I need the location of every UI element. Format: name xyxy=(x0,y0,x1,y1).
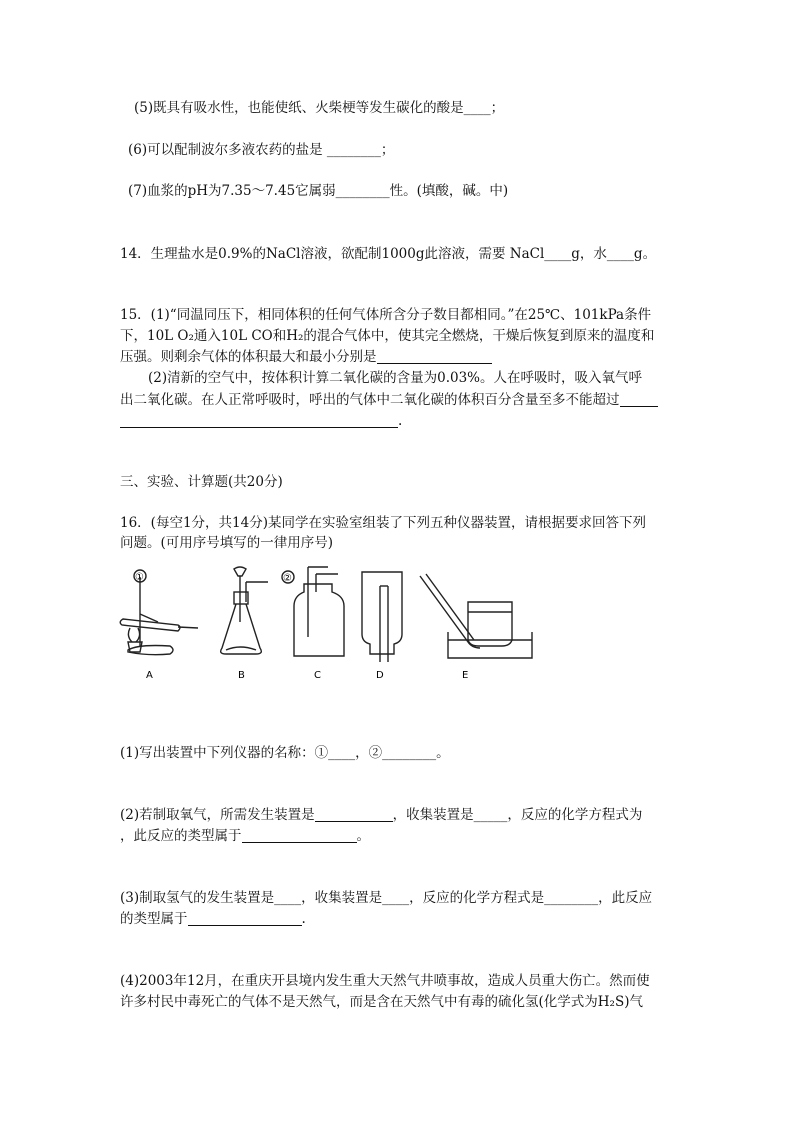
apparatus-figure xyxy=(118,562,538,682)
answer-blank[interactable] xyxy=(620,392,658,407)
q13-part7: (7)血浆的pH为7.35～7.45它属弱________性。(填酸，碱。中) xyxy=(128,183,509,199)
question-16-line2: 问题。(可用序号填写的一律用序号) xyxy=(120,535,334,551)
question-14: 14．生理盐水是0.9%的NaCl溶液，欲配制1000g此溶液，需要 NaCl____g，水____g。 xyxy=(120,246,657,262)
question-16-1: (1)写出装置中下列仪器的名称：①____，②________。 xyxy=(120,745,450,761)
question-15-2-line2 xyxy=(120,390,658,410)
answer-blank[interactable] xyxy=(120,413,398,428)
question-16-2-text2: ，此反应的类型属于 xyxy=(120,828,242,844)
section-3-heading: 三、实验、计算题(共20分) xyxy=(120,474,283,490)
period: . xyxy=(301,911,306,927)
q13-part6: (6)可以配制波尔多液农药的盐是 ________； xyxy=(128,142,395,158)
question-15-1-line3 xyxy=(120,347,492,367)
figure-label-e: E xyxy=(462,670,469,681)
figure-label-a: A xyxy=(146,670,153,681)
answer-blank[interactable] xyxy=(377,349,492,364)
question-16-3-line2 xyxy=(120,909,306,929)
question-16-4-line1: (4)2003年12月，在重庆开县境内发生重大天然气井喷事故，造成人员重大伤亡。然而使 xyxy=(120,973,650,989)
question-16-line1: 16．(每空1分，共14分)某同学在实验室组装了下列五种仪器装置，请根据要求回答下列 xyxy=(120,515,646,531)
question-15-2-line3 xyxy=(120,411,402,431)
period: 。 xyxy=(356,828,370,844)
answer-blank[interactable] xyxy=(242,828,357,843)
question-16-4-line2: 许多村民中毒死亡的气体不是天然气，而是含在天然气中有毒的硫化氢(化学式为H₂S)气 xyxy=(120,994,643,1010)
figure-label-c: C xyxy=(314,670,321,681)
answer-blank[interactable] xyxy=(315,807,393,822)
question-15-1-line2: 下，10L O₂通入10L CO和H₂的混合气体中，使其完全燃烧，干燥后恢复到原来的温度和 xyxy=(120,328,655,344)
figure-label-b: B xyxy=(238,670,245,681)
question-15-1-text: 压强。则剩余气体的体积最大和最小分别是 xyxy=(120,349,377,365)
q13-part5: (5)既具有吸水性，也能使纸、火柴梗等发生碳化的酸是____； xyxy=(134,100,505,116)
question-16-2-text: (2)若制取氧气，所需发生装置是 xyxy=(120,807,315,823)
apparatus-e xyxy=(420,574,532,658)
answer-blank[interactable] xyxy=(188,911,302,926)
question-16-3-text: 的类型属于 xyxy=(120,911,188,927)
apparatus-d xyxy=(362,572,402,662)
figure-label-d: D xyxy=(376,670,384,681)
apparatus-a xyxy=(120,570,198,655)
apparatus-b xyxy=(221,567,268,654)
question-15-1-line1: 15．(1)“同温同压下，相同体积的任何气体所含分子数目都相同。”在25℃、101kPa条件 xyxy=(120,307,652,323)
question-15-2-text: 出二氧化碳。在人正常呼吸时，呼出的气体中二氧化碳的体积百分含量至多不能超过 xyxy=(120,392,620,408)
figure-marker-2: ② xyxy=(283,573,292,584)
question-16-3-line1: (3)制取氢气的发生装置是____，收集装置是____，反应的化学方程式是________，此反应 xyxy=(120,890,653,906)
figure-marker-1: ① xyxy=(135,572,144,583)
question-16-2-text-cont: ，收集装置是_____，反应的化学方程式为 xyxy=(392,807,643,823)
question-16-2-line1 xyxy=(120,805,642,825)
period: . xyxy=(398,413,403,429)
question-16-2-line2 xyxy=(120,826,370,846)
question-15-2-line1: (2)清新的空气中，按体积计算二氧化碳的含量为0.03%。人在呼吸时，吸入氧气呼 xyxy=(148,370,643,386)
